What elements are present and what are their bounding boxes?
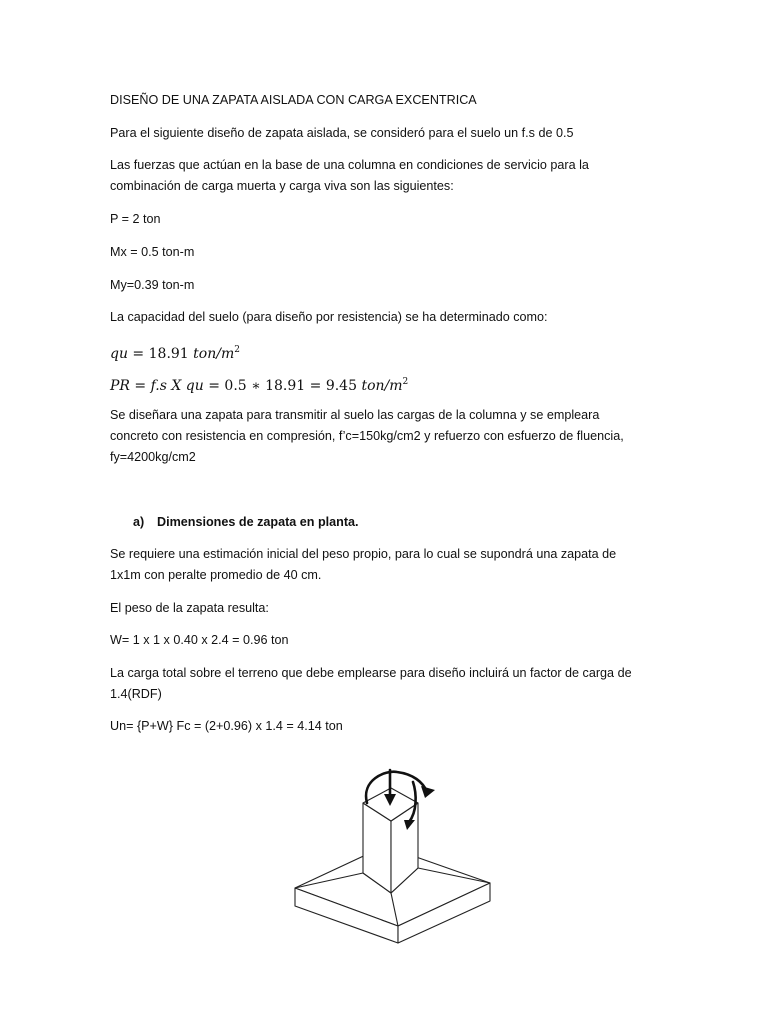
eq-pr-equals-1: = xyxy=(129,378,151,394)
design-line-2: concreto con resistencia en compresión, f’c=150kg/cm2 y refuerzo con esfuerzo de fluencia, xyxy=(110,429,624,443)
weight-equation: W= 1 x 1 x 0.40 x 2.4 = 0.96 ton xyxy=(110,633,289,647)
load-line-2: 1.4(RDF) xyxy=(110,687,162,701)
eq-pr-equals-2: = xyxy=(203,378,225,394)
design-line-1: Se diseñara una zapata para transmitir al suelo las cargas de la columna y se empleara xyxy=(110,408,600,422)
eq-pr-lhs: PR xyxy=(110,378,130,394)
weight-intro: El peso de la zapata resulta: xyxy=(110,601,269,615)
moment-my: My=0.39 ton-m xyxy=(110,278,195,292)
intro-paragraph: Para el siguiente diseño de zapata aislada, se consideró para el suelo un f.s de 0.5 xyxy=(110,126,574,140)
forces-intro-line-1: Las fuerzas que actúan en la base de una columna en condiciones de servicio para la xyxy=(110,158,589,172)
estimate-line-1: Se requiere una estimación inicial del peso propio, para lo cual se supondrá una zapata de xyxy=(110,547,617,561)
moment-mx: Mx = 0.5 ton-m xyxy=(110,245,195,259)
eq-pr-fs: f.s X qu xyxy=(150,378,204,394)
load-line-1: La carga total sobre el terreno que debe emplearse para diseño incluirá un factor de carga de xyxy=(110,666,632,680)
capacity-intro: La capacidad del suelo (para diseño por resistencia) se ha determinado como: xyxy=(110,310,548,324)
eq-qu-equals: = xyxy=(127,346,149,362)
eq-qu-value: 18.91 xyxy=(148,346,194,362)
eq-qu-lhs: qu xyxy=(110,346,128,362)
eq-pr-rhs: 0.5 ∗ 18.91 = 9.45 xyxy=(224,378,362,394)
equation-qu xyxy=(110,340,240,364)
eq-qu-exp: 2 xyxy=(234,345,240,355)
section-a-title: Dimensiones de zapata en planta. xyxy=(157,515,359,529)
eq-pr-exp: 2 xyxy=(402,377,409,387)
section-a-label: a) xyxy=(133,515,145,529)
total-load-equation: Un= {P+W} Fc = (2+0.96) x 1.4 = 4.14 ton xyxy=(110,719,343,733)
load-p: P = 2 ton xyxy=(110,212,161,226)
estimate-line-2: 1x1m con peralte promedio de 40 cm. xyxy=(110,568,322,582)
footing-column-figure xyxy=(285,758,500,948)
eq-pr-unit: ton/m xyxy=(361,378,403,394)
forces-intro-line-2: combinación de carga muerta y carga viva son las siguientes: xyxy=(110,179,454,193)
document-title: DISEÑO DE UNA ZAPATA AISLADA CON CARGA EXCENTRICA xyxy=(110,93,477,107)
equation-pr xyxy=(110,372,408,396)
design-line-3: fy=4200kg/cm2 xyxy=(110,450,196,464)
eq-qu-unit: ton/m xyxy=(193,346,235,362)
section-a-heading xyxy=(133,512,359,532)
